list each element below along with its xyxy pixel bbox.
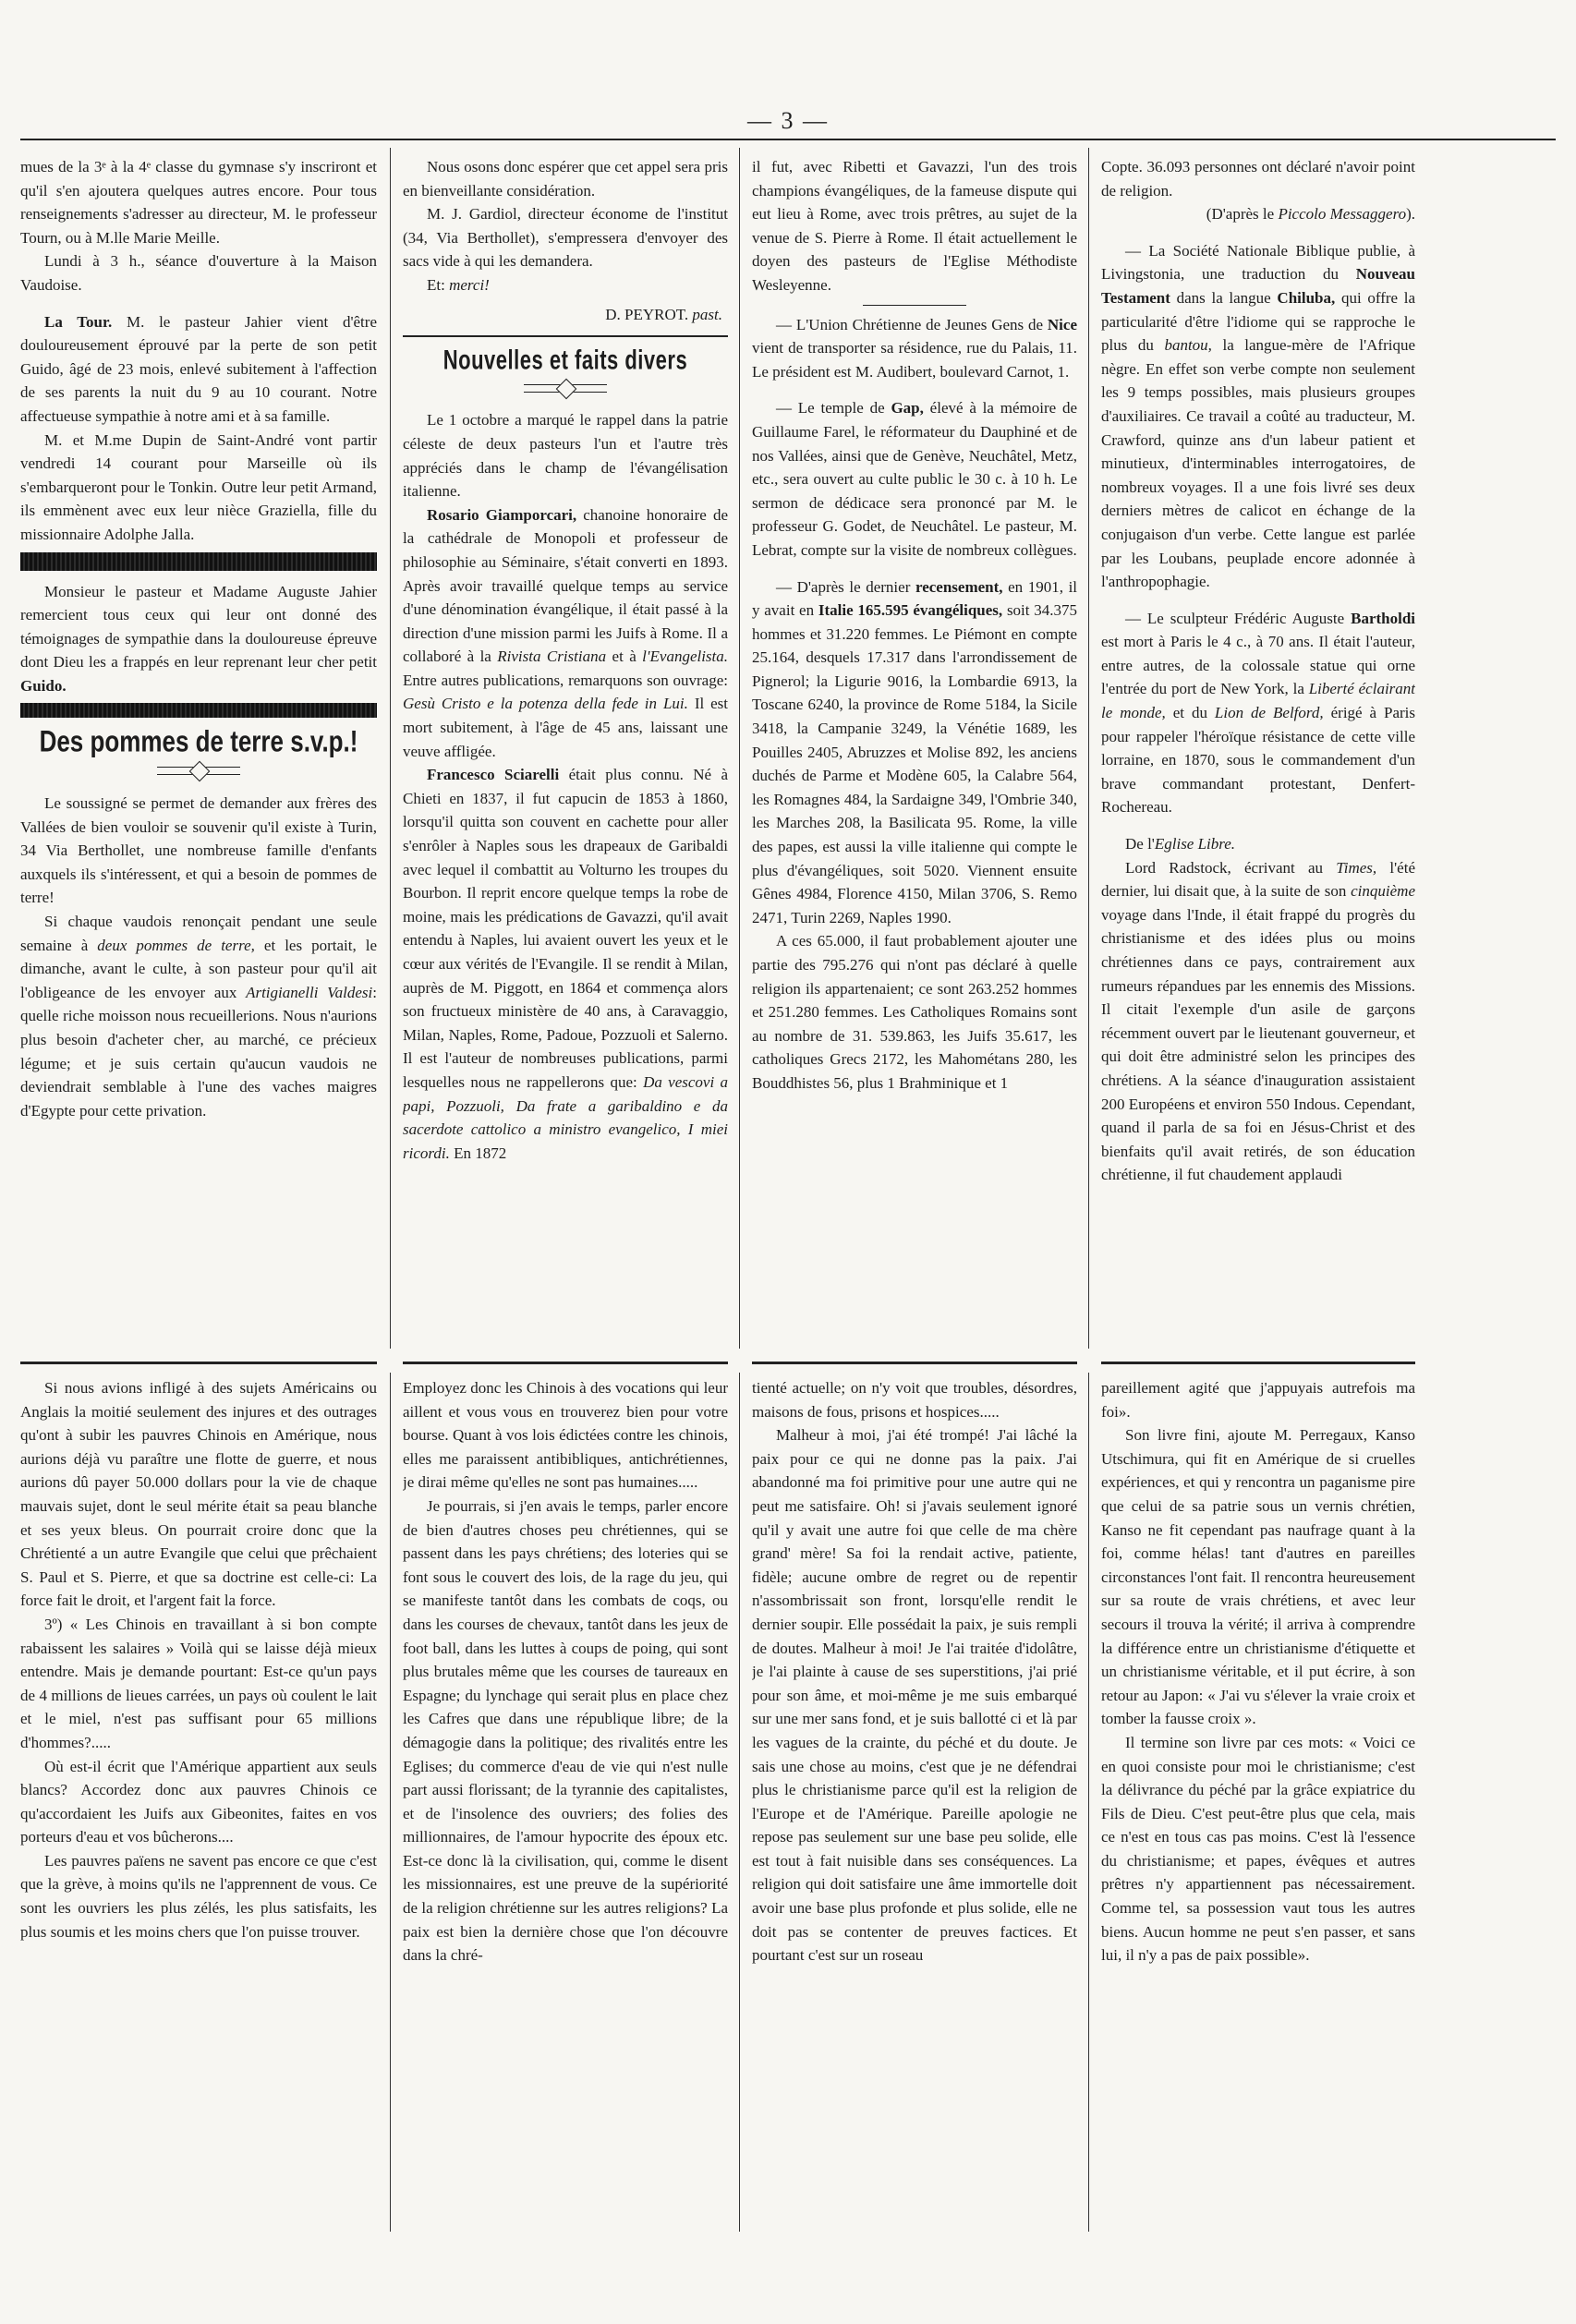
paragraph: Le 1 octobre a marqué le rappel dans la patrie céleste de deux pasteurs l'un et l'autre très appréciés dans le champ de l'évangélisation italienne. [403, 411, 728, 501]
paragraph-text: Lord Radstock, écrivant au [1125, 858, 1324, 877]
paragraph: Nous osons donc espérer que cet appel sera pris en bienveillante considération. [403, 158, 728, 200]
signature-name: D. PEYROT. [605, 305, 689, 323]
bold-term: Nouveau Testament [1101, 265, 1415, 307]
bold-term: Italie 165.595 évangéliques, [818, 601, 1003, 620]
mourning-band [20, 552, 377, 571]
paragraph: Je pourrais, si j'en avais le temps, parler encore de bien d'autres choses peu chrétiennes, qui se passent dans les pays chrétiens; des loteries qui se font sous le couvert des lois, de la rage du jeu, qui se manifeste tantôt dans les combats de coqs, ou dans les courses de chevaux, tantôt dans les jeux de foot ball, dans les luttes à coups de poing, qui sont plus brutales même que les courses de taureaux en Espagne; du lynchage qui serait plus en place chez les Cafres que dans une république libre; de la démagogie dans la politique; des rivalités entre les Eglises; du commerce d'eau de vie qui n'est nulle part aussi florissant; de la tyrannie des capitalistes, et de l'insolence des ouvriers; des folies des millionnaires, de l'amour hypocrite des époux etc. Est-ce donc là la civilisation, qui, comme le disent les missionnaires, est une preuve de la supériorité de la religion chrétienne sur les autres religions? La paix est bien la dernière chose que l'on découvre dans la chré- [403, 1496, 728, 1965]
italic-text: merci! [449, 275, 490, 294]
column-separator [1088, 1373, 1089, 2232]
paragraph-text: en 1901, il y avait en [752, 577, 1077, 620]
paragraph: Son livre fini, ajoute M. Perregaux, Kanso Utschimura, qui fit en Amérique de si cruelles expériences, et qui y rencontra un paganisme pire que celui de sa patrie sous un vernis chrétien, Kanso ne fit cependant pas naufrage quant à la foi, comme hélas! tant d'autres en pareilles circonstances l'ont fait. Il rencontra heureusement sur sa route de vrais chrétiens, et avec leur secours il trouva la vérité; il arriva à comprendre la différence entre un christianisme d'étiquette et un christianisme véritable, et il put écrire, à son retour au Japon: « J'ai vu s'élever la vraie croix et tomber la fausse croix ». [1101, 1426, 1415, 1728]
paragraph [1101, 607, 1415, 819]
section-heading: Nouvelles et faits divers [442, 344, 688, 376]
column-4-bottom [1101, 1376, 1415, 2235]
section-heading: Des pommes de terre s.v.p.! [39, 723, 358, 759]
ornament-divider [20, 758, 377, 782]
paragraph-text: Et: [427, 275, 445, 294]
paragraph [403, 763, 728, 1165]
bold-term: Chiluba, [1277, 288, 1336, 307]
italic-text: Eglise Libre. [1154, 835, 1236, 853]
paragraph: Lundi à 3 h., séance d'ouverture à la Maison Vaudoise. [20, 252, 377, 294]
paragraph-text: M. le pasteur Jahier vient d'être douloureusement éprouvé par la perte de son petit Guido, âgé de 23 mois, enlevé subitement à l'affection de ses parents la nuit du 9 au 10 courant. Notre affectueuse sympathie à notre ami et à sa famille. [20, 312, 377, 425]
name-emphasis: Guido. [20, 676, 67, 695]
bold-term: recensement, [915, 577, 1003, 596]
page-number: — 3 — [747, 107, 829, 134]
paragraph-text: — Le temple de [776, 399, 885, 418]
source-credit [1101, 202, 1415, 226]
paragraph: Où est-il écrit que l'Amérique appartient aux seuls blancs? Accordez donc aux pauvres Chinois ce qu'accordaient les Juifs aux Gibeonites, faites en vos porteurs d'eau et vos bûcherons.... [20, 1757, 377, 1846]
paragraph-text: érigé à Paris pour rappeler l'héroïque résistance de cette ville lorraine, en 1870, sous le commandement d'un brave commandant protestant, Denfert-Rochereau. [1101, 704, 1415, 817]
paragraph: A ces 65.000, il faut probablement ajouter une partie des 795.276 qui n'ont pas déclaré à quelle religion ils appartenaient; ce sont 263.252 hommes et 251.280 femmes. Les Catholiques Romains sont au nombre de 31. 539.863, les Juifs 35.617, les catholiques Grecs 2172, les Mahométans 280, les Bouddhistes 56, plus 1 Brahminique et 1 [752, 932, 1077, 1092]
paragraph [1101, 239, 1415, 594]
paragraph-text: soit 34.375 hommes et 31.220 femmes. Le Piémont en compte 25.164, desquels 17.317 dans l'arrondissement de Pignerol; la Ligurie 9016, la Lombardie 6913, la Toscane 6240, la province de Rome 5184, la Sicile 3418, la Campanie 3249, la Vénétie 1689, les Pouilles 2405, Abruzzes et Molise 892, les anciens duchés de Parme et Modène 605, la Calabre 564, les Romagnes 484, la Sardaigne 349, l'Ombrie 340, les Marches 208, la Basilicata 95. Rome, la ville des papes, est aussi la ville italienne qui compte le plus d'évangéliques, soit 5020. Viennent ensuite Gênes 4984, Florence 4150, Milan 3706, S. Remo 2471, Turin 2269, Naples 1990. [752, 601, 1077, 926]
person-name: Rosario Giamporcari, [427, 505, 577, 524]
paragraph [403, 273, 728, 297]
paragraph: M. et M.me Dupin de Saint-André vont partir vendredi 14 courant pour Marseille où ils s'embarqueront pour le Tonkin. Outre leur petit Armand, ils emmènent avec eux leur nièce Graziella, fille du missionnaire Adolphe Jalla. [20, 430, 377, 543]
italic-text: cinquième [1351, 882, 1415, 901]
italic-text: Artigianelli Valdesi [246, 983, 373, 1001]
italic-text: Gesù Cristo e la potenza della fede in Lui. [403, 695, 688, 713]
italic-text: Lion de Belford, [1214, 704, 1324, 722]
paragraph-text: Monsieur le pasteur et Madame Auguste Jahier remercient tous ceux qui leur ont donné des témoignages de sympathie dans la douloureuse épreuve dont Dieu les a frappés en leur reprenant leur cher petit [20, 582, 377, 672]
italic-text: Rivista Cristiana [497, 648, 607, 666]
paragraph-text: et du [1172, 704, 1207, 722]
place-name: Nice [1047, 315, 1077, 333]
paragraph [20, 910, 377, 1122]
paragraph-text: l'été dernier, lui disait que, à la suite de son [1101, 858, 1415, 901]
paragraph [403, 503, 728, 764]
paragraph-text: élevé à la mémoire de Guillaume Farel, le réformateur du Dauphiné et de nos Vallées, ainsi que de Genève, Neuchâtel, Metz, etc., sera ouvert au culte public le 30 c. à 10 h. Le sermon de dédicace sera prononcé par M. le professeur G. Godet, de Neuchâtel. Le pasteur, M. Lebrat, compte sur la visite de nombreux collègues. [752, 399, 1077, 559]
source-title: Piccolo Messaggero [1278, 205, 1407, 224]
italic-text: Liberté éclairant le monde, [1101, 680, 1415, 722]
paragraph: il fut, avec Ribetti et Gavazzi, l'un des trois champions évangéliques, de la fameuse dispute qui eut lieu à Rome, avec trois prêtres, au sujet de la venue de S. Pierre à Rome. Il était actuellement le doyen des pasteurs de l'Eglise Méthodiste Wesleyenne. [752, 158, 1077, 294]
paragraph: Les pauvres païens ne savent pas encore ce que c'est que la grève, à moins qu'ils ne l'apprennent de vous. Ce sont les ouvriers les plus zélés, les plus satisfaits, les plus soumis et les moins chers que l'on puisse trouver. [20, 1851, 377, 1941]
column-3-bottom [752, 1376, 1077, 2235]
paragraph-text: voyage dans l'Inde, il était frappé du progrès du christianisme et des idées plus ou moins chrétiennes dans ce pays, contrairement aux rumeurs répandues par les ennemis des Missions. Il citait l'exemple d'un asile de garçons récemment ouvert par le lieutenant gouverneur, et qui doit être administré selon les principes des chrétiens. A la séance d'inauguration assistaient 200 Européens et environ 550 Indous. Cependant, quand il parla de sa foi en Jésus-Christ et des bienfaits qu'il avait retirés, de son éducation chrétienne, il fut chaudement applaudi [1101, 905, 1415, 1184]
paragraph-text: qui offre la particularité d'être l'idiome qui se rapproche le plus du [1101, 288, 1415, 355]
paragraph: Il termine son livre par ces mots: « Voici ce en quoi consiste pour moi le christianisme; c'est la délivrance du péché par la grâce expiatrice du Fils de Dieu. C'est peut-être plus que cela, mais ce n'est en tous cas pas moins. C'est là l'essence du christianisme; et papes, évêques et autres prêtres n'y appartiennent pas nécessairement. Comme tel, sa possession vaut tous les autres biens. Aucun homme ne peut s'en passer, et sans lui, il n'y a pas de paix possible». [1101, 1733, 1415, 1965]
place-name: La Tour. [44, 312, 113, 331]
source-text: (D'après le [1206, 205, 1275, 224]
column-separator [390, 1373, 391, 2232]
paragraph: tienté actuelle; on n'y voit que troubles, désordres, maisons de fous, prisons et hospices..... [752, 1379, 1077, 1421]
section-separator [20, 1362, 377, 1364]
italic-text: deux pommes de terre, [97, 936, 255, 954]
paragraph-text: — D'après le dernier [776, 577, 911, 596]
column-separator [739, 1373, 740, 2232]
section-separator [1101, 1362, 1415, 1364]
ornament-divider [403, 376, 728, 400]
paragraph-text: et les portait, le dimanche, avant le culte, à son pasteur pour qu'il ait l'obligeance de les envoyer aux [20, 936, 377, 1001]
column-2-bottom [403, 1376, 728, 2235]
mourning-band [20, 703, 377, 718]
paragraph-text: et à [612, 648, 636, 666]
paragraph [1101, 832, 1415, 856]
paragraph: Si nous avions infligé à des sujets Américains ou Anglais la moitié seulement des injures et des outrages qu'ont à subir les pauvres Chinois en Amérique, nous aurions déjà vu paraître une flotte de guerre, et nous aurions dû payer 50.000 dollars pour la vie de chaque mauvais sujet, dont le seul mérite était sa peau blanche et ses yeux bleus. On pourrait croire donc que la Chrétienté a un autre Evangile que celui que prêchaient S. Paul et S. Pierre, et que sa doctrine est celle-ci: La force fait le droit, et l'argent fait la force. [20, 1379, 377, 1610]
header-rule [20, 139, 1556, 140]
italic-text: Times, [1336, 858, 1377, 877]
paragraph: Employez donc les Chinois à des vocations qui leur aillent et vous vous en trouverez bien pour votre bourse. Quant à vos lois édictées contre les chinois, elles me paraissent antibibliques, antichrétiennes, je dirai même qu'elles ne sont pas humaines..... [403, 1379, 728, 1492]
paragraph: M. J. Gardiol, directeur économe de l'institut (34, Via Berthollet), s'empressera d'envoyer des sacs vide à qui les demandera. [403, 205, 728, 271]
column-4-top [1101, 155, 1415, 1349]
paragraph: Copte. 36.093 personnes ont déclaré n'avoir point de religion. [1101, 158, 1415, 200]
paragraph-text: — Le sculpteur Frédéric Auguste [1125, 609, 1345, 627]
italic-text: l'Evangelista. [642, 648, 728, 666]
paragraph: Le soussigné se permet de demander aux frères des Vallées de bien vouloir se souvenir qu'il existe à Turin, 34 Via Berthollet, une nombreuse famille d'enfants auxquels ils s'intéressent, et qui a besoin de pommes de terre! [20, 794, 377, 907]
paragraph-text: est mort à Paris le 4 c., à 70 ans. Il était l'auteur, entre autres, de la colossale statue qui orne l'entrée du port de New York, la [1101, 633, 1415, 698]
paragraph-text: : quelle riche moisson nous recueillerions. Nous n'aurions plus besoin d'acheter cher, au marché, ce précieux légume; et je suis certain qu'aucun vaudois ne deviendrait semblable à l'une des vaches maigres d'Egypte pour cette privation. [20, 983, 377, 1120]
paragraph [752, 313, 1077, 384]
paragraph-text: — L'Union Chrétienne de Jeunes Gens de [776, 315, 1044, 333]
paragraph-text: Entre autres publications, remarquons son ouvrage: [403, 671, 728, 689]
source-text: ). [1406, 205, 1415, 224]
paragraph-text: — La Société Nationale Biblique publie, à Livingstonia, une traduction du [1101, 241, 1415, 284]
paragraph-text: De l' [1125, 835, 1155, 853]
paragraph [752, 396, 1077, 562]
column-separator [739, 148, 740, 1349]
paragraph-text: Si chaque vaudois renonçait pendant une seule semaine à [20, 913, 377, 954]
paragraph-text: la langue-mère de l'Afrique nègre. En effet son verbe compte non seulement les 9 temps possibles, mais plusieurs groupes d'auxiliaires. Ce travail a coûté au traducteur, M. Crawford, quinze ans d'un labeur patient et minutieux, d'interminables interrogatoires, de nombreux voyages. Il a une fois livré ses deux derniers mètres de calicot en échange de la conjugaison d'un verbe. Cette langue est parlée par les Loubans, peuplade encore adonnée à l'anthropophagie. [1101, 336, 1415, 591]
paragraph: mues de la 3ᵉ à la 4ᵉ classe du gymnase s'y inscriront et qu'il s'en ajoutera quelques autres encore. Pour tous renseignements s'adresser au directeur, M. le professeur Tourn, ou à M.lle Marie Meille. [20, 158, 377, 247]
section-rule [403, 335, 728, 337]
paragraph [20, 310, 377, 429]
signature [403, 303, 722, 327]
paragraph-text: Il est mort subitement, à l'âge de 45 ans, laissant une veuve affligée. [403, 695, 728, 760]
paragraph-text: chanoine honoraire de la cathédrale de Monopoli et professeur de philosophie au Séminaire, s'était converti en 1893. Après avoir travaillé quelque temps au service d'une dénomination évangélique, il était passé à la direction d'une mission parmi les Juifs à Rome. Il a collaboré à la [403, 505, 728, 666]
place-name: Gap, [891, 399, 924, 418]
italic-text: Da vescovi a papi, Pozzuoli, Da frate a garibaldino e da sacerdote cattolico a ministro evangelico, I miei ricordi. [403, 1072, 728, 1162]
italic-text: bantou, [1164, 336, 1212, 355]
section-separator [403, 1362, 728, 1364]
column-3-top [752, 155, 1077, 1349]
paragraph: 3º) « Les Chinois en travaillant à si bon compte rabaissent les salaires » Voilà qui se laisse déjà mieux entendre. Mais je demande pourtant: Est-ce qu'un pays de 4 millions de lieues carrées, un pays où coulent le lait et le miel, n'est pas suffisant pour 65 millions d'hommes?..... [20, 1615, 377, 1751]
section-separator [752, 1362, 1077, 1364]
paragraph [752, 575, 1077, 930]
column-separator [390, 148, 391, 1349]
paragraph: pareillement agité que j'appuyais autrefois ma foi». [1101, 1379, 1415, 1421]
column-2-top [403, 155, 728, 1349]
paragraph-text: En 1872 [454, 1144, 507, 1162]
person-name: Bartholdi [1351, 609, 1415, 627]
person-name: Francesco Sciarelli [427, 766, 560, 784]
column-1-top [20, 155, 377, 1349]
column-1-bottom [20, 1376, 377, 2235]
short-rule [863, 305, 966, 306]
paragraph [1101, 856, 1415, 1187]
column-separator [1088, 148, 1089, 1349]
paragraph-text: était plus connu. Né à Chieti en 1837, il fut capucin de 1853 à 1860, lorsqu'il quitta son couvent en cachette pour aller s'enrôler à Naples sous les drapeaux de Garibaldi avec lequel il combattit au Volturno les troupes du Bourbon. Il reprit encore quelque temps la robe de moine, mais les prédications de Gavazzi, qu'il avait entendu à Naples, lui avaient ouvert les yeux et le cœur aux vérités de l'Evangile. Il se rendit à Milan, auprès de M. Piggott, en 1864 et commença alors son fructueux ministère de 40 ans, à Caravaggio, Milan, Naples, Rome, Padoue, Pozzuoli et Salerno. Il est l'auteur de nombreuses publications, parmi lesquelles nous ne rappellerons que: [403, 766, 728, 1091]
paragraph [20, 580, 377, 698]
paragraph-text: dans la langue [1176, 288, 1271, 307]
paragraph-text: vient de transporter sa résidence, rue du Palais, 11. Le président est M. Audibert, boulevard Carnot, 1. [752, 339, 1077, 381]
signature-title: past. [692, 305, 722, 323]
paragraph: Malheur à moi, j'ai été trompé! J'ai lâché la paix pour ce qui ne donne pas la paix. J'ai abandonné ma foi primitive pour une autre qui ne peut me satisfaire. Oh! si j'avais seulement ignoré qu'il y avait une autre foi que celle de ma chère grand' mère! Sa foi la rendait active, patiente, fidèle; aucune ombre de regret ou de repentir n'assombrissait son front, lorsqu'elle rendit le dernier soupir. Elle possédait la paix, je suis rempli de doutes. Malheur à moi! Je l'ai traitée d'idolâtre, je l'ai plainte à cause de ses superstitions, j'ai prié pour son âme, et moi-même je me suis embarqué sur une mer sans fond, et je suis ballotté ci et là par les vagues de la crainte, du péché et du doute. Je sais une chose au moins, c'est que je ne défendrai plus le christianisme parce qu'il est la religion de l'Europe et de l'Amérique. Pareille apologie ne repose pas seulement sur une base peu solide, elle est tout à fait nuisible dans ses conséquences. La religion qui doit satisfaire une âme immortelle doit avoir une base plus profonde et plus solide, elle ne doit pas se contenter de preuves factices. Et pourtant c'est sur un roseau [752, 1426, 1077, 1965]
